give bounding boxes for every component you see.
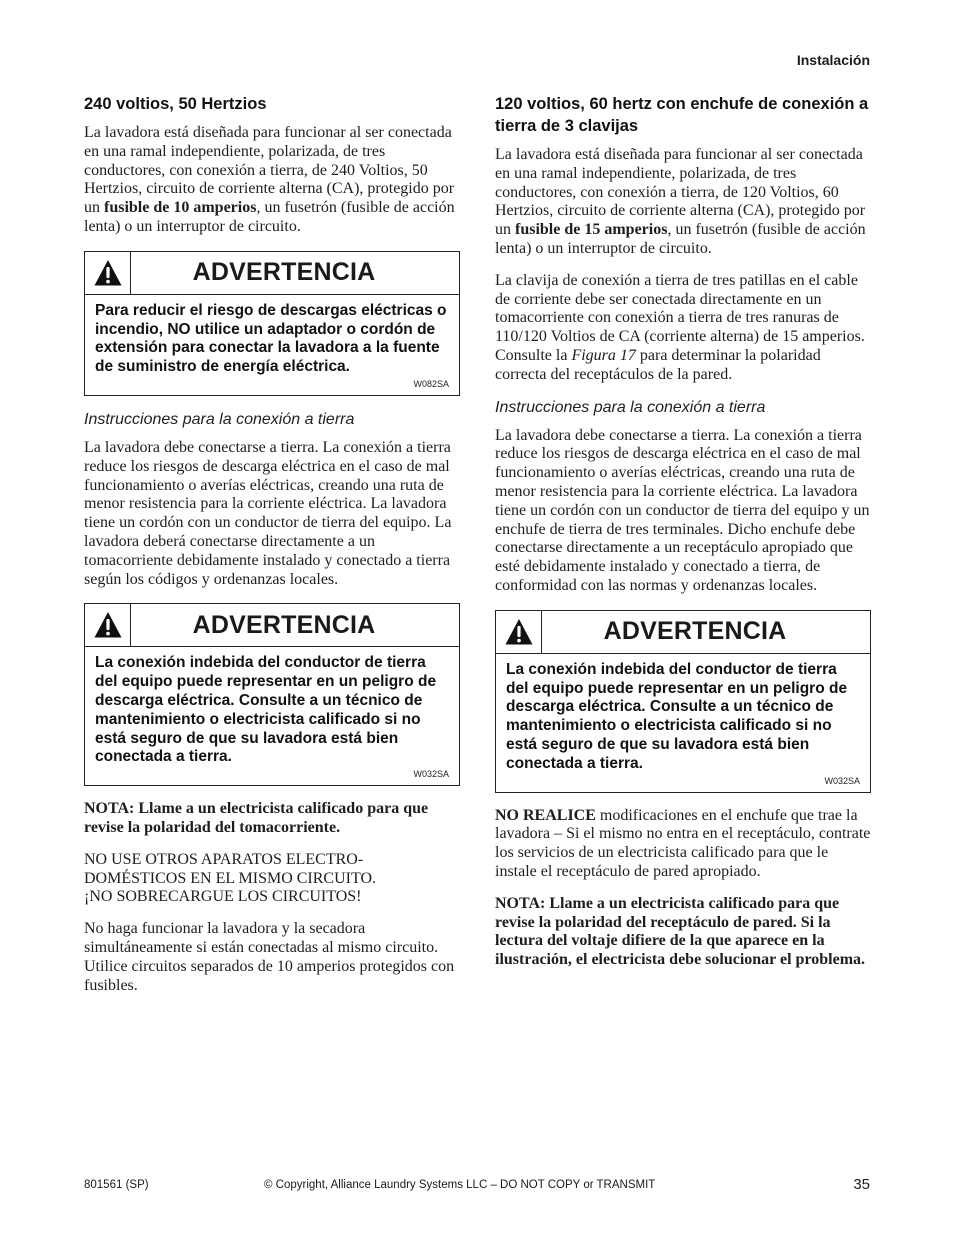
warning-code: W082SA xyxy=(413,378,449,389)
note-polarity-left: NOTA: Llame a un electricista calificado para que revise la polaridad del tomacorriente. xyxy=(84,800,429,836)
warning-code: W032SA xyxy=(824,775,860,786)
intro-240v: La lavadora está diseñada para funcionar al ser conectada en una ramal independiente, polarizada, de tres conductores, con conexión a tierra, de 240 Voltios, 50 Hertzios, circuito de corriente alterna (CA), protegido por un fusible de 10 amperios, un fusetrón (fusible de acción lenta) o un interruptor de circuito. xyxy=(84,124,455,235)
dryer-circuit-text: No haga funcionar la lavadora y la secadora simultáneamente si están conectadas al mismo circuito. Utilice circuitos separados de 10 amperios protegidos con fusibles. xyxy=(84,920,455,994)
copyright-notice: © Copyright, Alliance Laundry Systems LLC – DO NOT COPY or TRANSMIT xyxy=(264,1179,656,1191)
grounding-text-right: La lavadora debe conectarse a tierra. La conexión a tierra reduce los riesgos de descarga eléctrica en el caso de mal funcionamiento o averías eléctricas, creando una ruta de menor resistencia para la corriente eléctrica. La lavadora tiene un cordón con un conductor de tierra del equipo y un enchufe de tierra de tres terminales. Dicho enchufe debe conectarse directamente a un receptáculo apropiado que esté debidamente instalado y conectado a tierra, de conformidad con las normas y ordenanzas locales. xyxy=(495,426,870,594)
plug-text: La clavija de conexión a tierra de tres patillas en el cable de corriente debe ser conectada directamente en un tomacorriente con conexión a tierra de tres ranuras de 110/120 Voltios de CA (corriente alterna) de 15 amperios. Consulte la Figura 17 para determinar la polaridad correcta del receptáculos de la pared. xyxy=(495,271,865,383)
warning-box-grounding-left xyxy=(84,603,460,786)
warning-triangle-icon xyxy=(85,252,131,294)
no-realice-text: NO REALICE modificaciones en el enchufe que trae la lavadora – Si el mismo no entra en el receptáculo, contrate los servicios de un electricista calificado para que le instale el receptáculo de pared apropiado. xyxy=(495,806,871,880)
warning-box-extension xyxy=(84,251,460,396)
heading-240v: 240 voltios, 50 Hertzios xyxy=(84,95,267,113)
no-use-notice: NO USE OTROS APARATOS ELECTRO- DOMÉSTICOS EN EL MISMO CIRCUITO. ¡NO SOBRECARGUE LOS CIRCUITOS! xyxy=(84,850,377,906)
grounding-heading-left: Instrucciones para la conexión a tierra xyxy=(84,410,355,428)
page-number: 35 xyxy=(853,1176,870,1193)
warning-triangle-icon xyxy=(496,611,542,653)
right-column xyxy=(495,93,871,983)
heading-120v: 120 voltios, 60 hertz con enchufe de conexión a tierra de 3 clavijas xyxy=(495,95,869,135)
warning-title: ADVERTENCIA xyxy=(192,258,376,287)
warning-code: W032SA xyxy=(413,769,449,780)
left-column xyxy=(84,93,460,1008)
page-footer xyxy=(84,1176,870,1196)
grounding-heading-right: Instrucciones para la conexión a tierra xyxy=(495,398,766,416)
warning-text: La conexión indebida del conductor de tierra del equipo puede representar en un peligro de descarga eléctrica. Consulte a un técnico de mantenimiento o electricista calificado si no está seguro de que su lavadora está bien conectada a tierra. xyxy=(506,660,848,772)
warning-triangle-icon xyxy=(85,604,131,646)
warning-text: La conexión indebida del conductor de tierra del equipo puede representar en un peligro de descarga eléctrica. Consulte a un técnico de mantenimiento o electricista calificado si no está seguro de que su lavadora está bien conectada a tierra. xyxy=(95,654,437,766)
section-header: Instalación xyxy=(796,52,870,68)
warning-text: Para reducir el riesgo de descargas eléctricas o incendio, NO utilice un adaptador o cordón de extensión para conectar la lavadora a la fuente de suministro de energía eléctrica. xyxy=(95,301,447,376)
grounding-text-left: La lavadora debe conectarse a tierra. La conexión a tierra reduce los riesgos de descarga eléctrica en el caso de mal funcionamiento o averías eléctricas, creando una ruta de menor resistencia para la corriente eléctrica. La lavadora tiene un cordón con un conductor de tierra del equipo. La lavadora deberá conectarse directamente a un tomacorriente debidamente instalado y conectado a tierra según los códigos y ordenanzas locales. xyxy=(84,438,452,588)
warning-title: ADVERTENCIA xyxy=(192,610,376,639)
warning-title: ADVERTENCIA xyxy=(603,617,787,646)
warning-box-grounding-right xyxy=(495,610,871,793)
note-polarity-right: NOTA: Llame a un electricista calificado para que revise la polaridad del receptáculo de pared. Si la lectura del voltaje difiere de la que aparece en la ilustración, el electricista debe solucionar el problema. xyxy=(495,894,866,969)
document-number: 801561 (SP) xyxy=(84,1179,149,1191)
intro-120v: La lavadora está diseñada para funcionar al ser conectada en una ramal independiente, polarizada, de tres conductores, con conexión a tierra, de 120 Voltios, 60 Hertzios, circuito de corriente alterna (CA), protegido por un fusible de 15 amperios, un fusetrón (fusible de acción lenta) o un interruptor de circuito. xyxy=(495,146,866,257)
